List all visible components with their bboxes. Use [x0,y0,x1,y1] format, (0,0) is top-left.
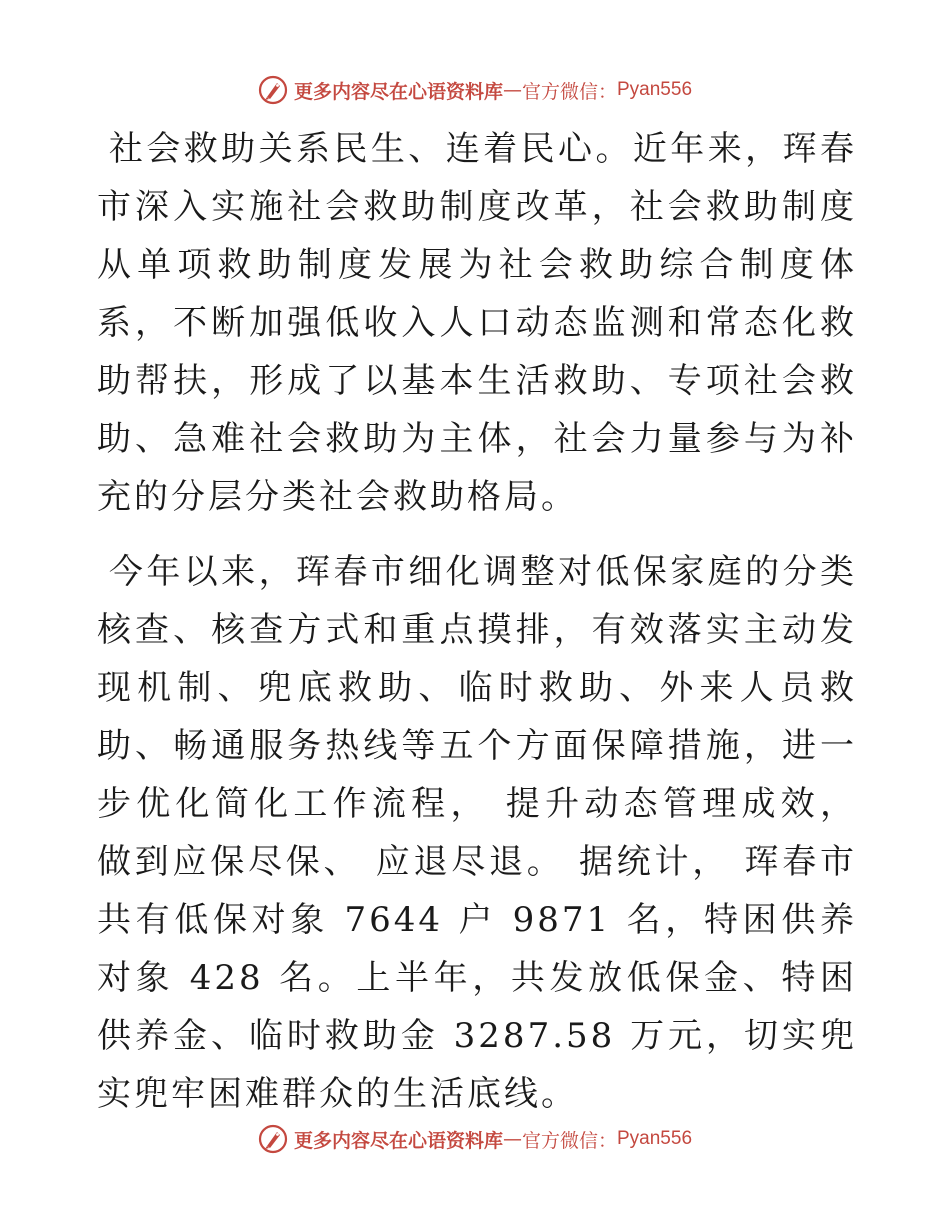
header-banner [0,70,950,110]
pen-nib-logo-icon [258,1124,288,1154]
paragraph-1: 社会救助关系民生、连着民心。近年来，珲春市深入实施社会救助制度改革，社会救助制度从单项救助制度发展为社会救助综合制度体系，不断加强低收入人口动态监测和常态化救助帮扶，形成了以基本生活救助、专项社会救助、急难社会救助为主体，社会力量参与为补充的分层分类社会救助格局。 [97,129,857,517]
banner-brand: 更多内容尽在心语资料库 [293,1129,503,1152]
footer-banner [0,1119,950,1159]
document-body [97,120,857,1123]
banner-brand: 更多内容尽在心语资料库 [293,80,503,103]
banner-wechat-label: 官方微信： [521,80,617,103]
pen-nib-logo-icon [258,75,288,105]
banner-separator: — [502,79,522,101]
banner-separator: — [502,1128,522,1150]
paragraph-2: 今年以来，珲春市细化调整对低保家庭的分类核查、核查方式和重点摸排，有效落实主动发现机制、兜底救助、临时救助、外来人员救助、畅通服务热线等五个方面保障措施，进一步优化简化工作流程， 提升动态管理成效， 做到应保尽保、 应退尽退。 据统计， 珲春市共有低保对象 7644 户 9871 名，特困供养对象 428 名。上半年，共发放低保金、特困供养金、临时救助金 3287.58 万元，切实兜实兜牢困难群众的生活底线。 [97,552,857,1114]
banner-wechat-account: Pyan556 [617,79,693,100]
banner-wechat-label: 官方微信： [521,1129,617,1152]
banner-wechat-account: Pyan556 [617,1128,693,1149]
